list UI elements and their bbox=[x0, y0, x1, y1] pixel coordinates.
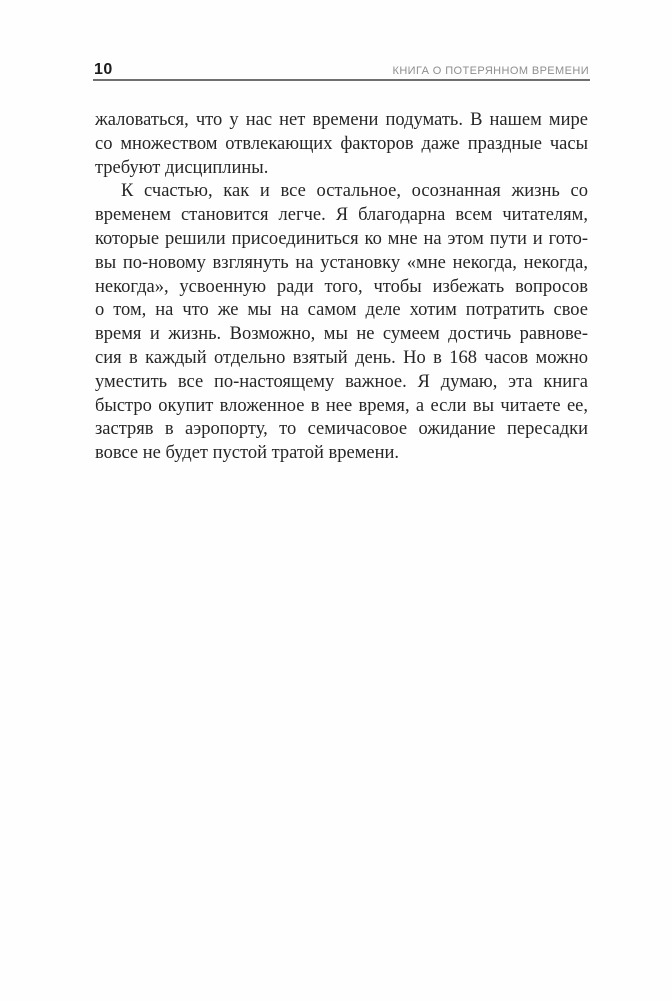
text-line: которые решили присоединиться ко мне на этом пути и гото- bbox=[95, 228, 588, 249]
header-rule bbox=[93, 79, 590, 81]
running-header bbox=[94, 56, 589, 78]
text-line: быстро окупит вложенное в нее время, а если вы читаете ее, bbox=[95, 395, 588, 416]
text-line: со множеством отвлекающих факторов даже праздные часы bbox=[95, 133, 588, 154]
running-title: КНИГА О ПОТЕРЯННОМ ВРЕМЕНИ bbox=[392, 65, 589, 77]
text-line: требуют дисциплины. bbox=[95, 157, 269, 178]
text-line: о том, на что же мы на самом деле хотим потратить свое bbox=[95, 300, 588, 321]
text-line: застряв в аэропорту, то семичасовое ожидание пересадки bbox=[95, 419, 588, 440]
page-number: 10 bbox=[94, 61, 113, 78]
text-line: время и жизнь. Возможно, мы не сумеем достичь равнове- bbox=[95, 324, 588, 345]
text-line: временем становится легче. Я благодарна всем читателям, bbox=[95, 205, 588, 226]
text-line: жаловаться, что у нас нет времени подумать. В нашем мире bbox=[95, 110, 588, 130]
text-line: вовсе не будет пустой тратой времени. bbox=[95, 443, 400, 464]
text-line: некогда», усвоенную ради того, чтобы избежать вопросов bbox=[95, 276, 588, 297]
text-line: сия в каждый отдельно взятый день. Но в 168 часов можно bbox=[95, 347, 588, 368]
text-line: К счастью, как и все остальное, осознанная жизнь со bbox=[121, 181, 588, 202]
text-line: вы по-новому взглянуть на установку «мне некогда, некогда, bbox=[95, 252, 588, 273]
body-text bbox=[95, 109, 588, 466]
text-line: уместить все по-настоящему важное. Я думаю, эта книга bbox=[95, 371, 588, 392]
